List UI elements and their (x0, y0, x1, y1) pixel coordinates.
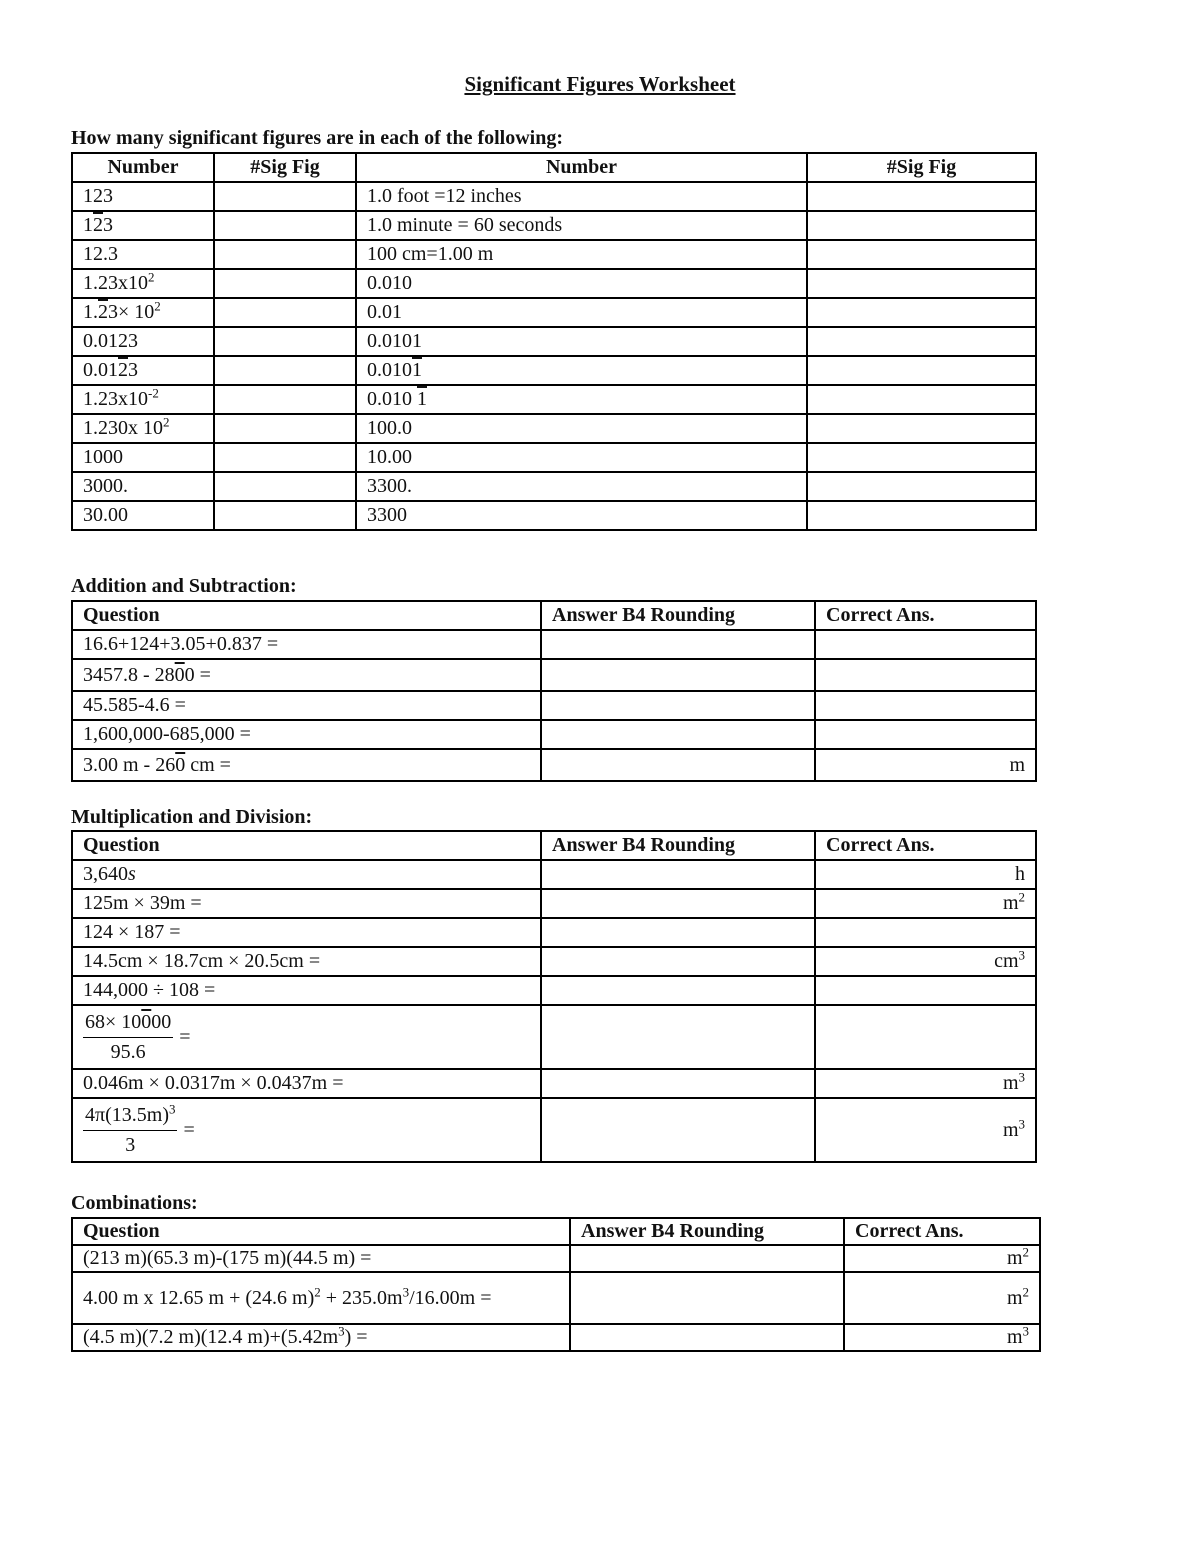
sig-fig-answer-cell[interactable] (214, 356, 356, 385)
table-row (72, 1324, 1040, 1351)
number-cell: 0.0101 (356, 327, 807, 356)
table-row (72, 659, 1036, 691)
sig-fig-answer-cell[interactable] (214, 182, 356, 211)
question-cell: 0.046m × 0.0317m × 0.0437m = (72, 1069, 541, 1098)
number-cell: $1.23x10^2$ (72, 269, 214, 298)
answer-b4-rounding-cell[interactable] (541, 630, 815, 659)
sig-fig-answer-cell[interactable] (214, 211, 356, 240)
number-cell: 123 (72, 182, 214, 211)
sig-figs-table (71, 152, 1037, 531)
sig-fig-answer-cell[interactable] (807, 472, 1036, 501)
sig-fig-answer-cell[interactable] (807, 385, 1036, 414)
sig-fig-answer-cell[interactable] (807, 298, 1036, 327)
unit-label: $m^3$ (1002, 1115, 1025, 1141)
number-cell: 100 cm=1.00 m (356, 240, 807, 269)
unit-label: $m^2$ (1002, 889, 1025, 914)
fraction-numerator: 68× 10000 (83, 1011, 173, 1038)
sig-fig-answer-cell[interactable] (214, 327, 356, 356)
sig-fig-answer-cell[interactable] (214, 414, 356, 443)
sig-fig-answer-cell[interactable] (807, 211, 1036, 240)
table-row (72, 947, 1036, 976)
table-row (72, 720, 1036, 749)
table-row (72, 976, 1036, 1005)
unit-label: $cm^3$ (994, 947, 1025, 972)
table-row (72, 472, 1036, 501)
question-cell: 3.00 m - 260 cm = (72, 749, 541, 781)
question-cell: 16.6+124+3.05+0.837 = (72, 630, 541, 659)
column-header-sig-fig: #Sig Fig (807, 153, 1036, 182)
column-header-question: Question (72, 1218, 570, 1245)
multiplication-division-table (71, 830, 1037, 1163)
fraction-denominator: 95.6 (110, 1040, 146, 1063)
answer-b4-rounding-cell[interactable] (541, 1005, 815, 1069)
question-cell: 45.585-4.6 = (72, 691, 541, 720)
number-cell: 30.00 (72, 501, 214, 530)
correct-ans-cell[interactable] (844, 1272, 1040, 1324)
question-cell: 3457.8 - 2800 = (72, 659, 541, 691)
section-heading-multiplication: Multiplication and Division: (71, 806, 313, 828)
table-row (72, 298, 1036, 327)
sig-fig-answer-cell[interactable] (807, 182, 1036, 211)
number-cell: $1.23x10^{-2}$ (72, 385, 214, 414)
sig-fig-answer-cell[interactable] (807, 356, 1036, 385)
number-cell: 0.010 (356, 269, 807, 298)
number-cell: 3000. (72, 472, 214, 501)
answer-b4-rounding-cell[interactable] (541, 1098, 815, 1162)
question-cell: 14.5cm × 18.7cm × 20.5cm = (72, 947, 541, 976)
answer-b4-rounding-cell[interactable] (541, 1069, 815, 1098)
number-cell: 3300 (356, 501, 807, 530)
table-row (72, 269, 1036, 298)
sig-fig-answer-cell[interactable] (214, 385, 356, 414)
column-header-correct-ans: Correct Ans. (844, 1218, 1040, 1245)
table-row (72, 1272, 1040, 1324)
number-cell: 1.0 foot =12 inches (356, 182, 807, 211)
unit-label: $m^3$ (1006, 1324, 1029, 1348)
table-row (72, 1069, 1036, 1098)
table-row (72, 443, 1036, 472)
sig-fig-answer-cell[interactable] (807, 414, 1036, 443)
section-heading-sig-figs: How many significant figures are in each of the following: (71, 127, 564, 149)
unit-label: $m^2$ (1006, 1283, 1029, 1309)
table-row (72, 749, 1036, 781)
answer-b4-rounding-cell[interactable] (541, 947, 815, 976)
correct-ans-cell[interactable] (815, 691, 1036, 720)
table-row (72, 240, 1036, 269)
answer-b4-rounding-cell[interactable] (570, 1324, 844, 1351)
question-cell: 4.00 m x 12.65 m + (24.6 $m)^2 + 235.0m^3/16.00m$ = (72, 1272, 570, 1324)
question-cell: 144,000 ÷ 108 = (72, 976, 541, 1005)
column-header-answer-b4-rounding: Answer B4 Rounding (570, 1218, 844, 1245)
fraction-numerator: $4\pi(13.5m)^3$ (83, 1104, 177, 1131)
question-cell: (4.5 m)(7.2 m)(12.4 $m)+(5.42m^3)$ = (72, 1324, 570, 1351)
page-title: Significant Figures Worksheet (464, 72, 736, 96)
answer-b4-rounding-cell[interactable] (541, 720, 815, 749)
answer-b4-rounding-cell[interactable] (541, 749, 815, 781)
correct-ans-cell[interactable] (815, 659, 1036, 691)
answer-b4-rounding-cell[interactable] (541, 889, 815, 918)
sig-fig-answer-cell[interactable] (214, 472, 356, 501)
sig-fig-answer-cell[interactable] (214, 443, 356, 472)
table-row (72, 211, 1036, 240)
correct-ans-cell[interactable] (815, 630, 1036, 659)
unit-label: m (1009, 753, 1025, 776)
table-row (72, 889, 1036, 918)
number-cell: 123 (72, 211, 214, 240)
sig-fig-answer-cell[interactable] (807, 240, 1036, 269)
number-cell: 1000 (72, 443, 214, 472)
table-row (72, 918, 1036, 947)
question-cell (72, 1005, 541, 1069)
table-row (72, 501, 1036, 530)
number-cell: 100.0 (356, 414, 807, 443)
fraction: $\frac{68\times 10000}{95.6}$ = (85, 1010, 191, 1063)
table-header-row (72, 153, 1036, 182)
answer-b4-rounding-cell[interactable] (541, 691, 815, 720)
table-row (72, 327, 1036, 356)
correct-ans-cell[interactable] (815, 947, 1036, 976)
column-header-answer-b4-rounding: Answer B4 Rounding (541, 601, 815, 630)
table-header-row (72, 831, 1036, 860)
number-cell: 0.010 1 (356, 385, 807, 414)
sig-fig-answer-cell[interactable] (807, 269, 1036, 298)
number-cell: 0.01 (356, 298, 807, 327)
correct-ans-cell[interactable] (815, 720, 1036, 749)
sig-fig-answer-cell[interactable] (214, 501, 356, 530)
column-header-correct-ans: Correct Ans. (815, 831, 1036, 860)
sig-fig-answer-cell[interactable] (807, 443, 1036, 472)
unit-label: h (1015, 863, 1025, 885)
sig-fig-answer-cell[interactable] (807, 501, 1036, 530)
number-cell: 0.0101 (356, 356, 807, 385)
section-heading-addition: Addition and Subtraction: (71, 575, 297, 597)
correct-ans-cell[interactable] (815, 1069, 1036, 1098)
correct-ans-cell[interactable] (844, 1245, 1040, 1272)
table-row (72, 860, 1036, 889)
number-cell: 12.3 (72, 240, 214, 269)
number-cell: 0.0123 (72, 356, 214, 385)
table-row (72, 691, 1036, 720)
number-cell: 10.00 (356, 443, 807, 472)
sig-fig-answer-cell[interactable] (214, 269, 356, 298)
question-cell: (213 m)(65.3 m)-(175 m)(44.5 m) = (72, 1245, 570, 1272)
table-row (72, 1098, 1036, 1162)
correct-ans-cell[interactable] (815, 860, 1036, 889)
fraction-denominator: 3 (125, 1133, 136, 1156)
section-heading-combinations: Combinations: (71, 1192, 198, 1214)
answer-b4-rounding-cell[interactable] (541, 918, 815, 947)
table-row (72, 182, 1036, 211)
table-row (72, 630, 1036, 659)
table-row (72, 1245, 1040, 1272)
column-header-number: Number (356, 153, 807, 182)
number-cell: 0.0123 (72, 327, 214, 356)
table-row (72, 385, 1036, 414)
table-row (72, 356, 1036, 385)
column-header-number: Number (72, 153, 214, 182)
table-row (72, 414, 1036, 443)
unit-label: $m^2$ (1006, 1245, 1029, 1269)
number-cell: $1.23\times 10^2$ (72, 298, 214, 327)
question-cell (72, 1098, 541, 1162)
question-cell: 124 × 187 = (72, 918, 541, 947)
column-header-correct-ans: Correct Ans. (815, 601, 1036, 630)
table-header-row (72, 601, 1036, 630)
sig-fig-answer-cell[interactable] (214, 298, 356, 327)
number-cell: 1.230x $10^2$ (72, 414, 214, 443)
addition-subtraction-table (71, 600, 1037, 782)
sig-fig-answer-cell[interactable] (807, 327, 1036, 356)
answer-b4-rounding-cell[interactable] (541, 860, 815, 889)
question-cell: 3,640s (72, 860, 541, 889)
sig-fig-answer-cell[interactable] (214, 240, 356, 269)
answer-b4-rounding-cell[interactable] (570, 1272, 844, 1324)
correct-ans-cell[interactable] (815, 918, 1036, 947)
combinations-table (71, 1217, 1041, 1352)
correct-ans-cell[interactable] (815, 1098, 1036, 1162)
column-header-question: Question (72, 831, 541, 860)
question-cell: 1,600,000-685,000 = (72, 720, 541, 749)
correct-ans-cell[interactable] (815, 889, 1036, 918)
question-cell: 125m × 39m = (72, 889, 541, 918)
column-header-answer-b4-rounding: Answer B4 Rounding (541, 831, 815, 860)
number-cell: 3300. (356, 472, 807, 501)
table-header-row (72, 1218, 1040, 1245)
unit-label: $m^3$ (1002, 1069, 1025, 1094)
correct-ans-cell[interactable] (815, 749, 1036, 781)
column-header-sig-fig: #Sig Fig (214, 153, 356, 182)
correct-ans-cell[interactable] (815, 1005, 1036, 1069)
table-row (72, 1005, 1036, 1069)
answer-b4-rounding-cell[interactable] (541, 976, 815, 1005)
column-header-question: Question (72, 601, 541, 630)
number-cell: 1.0 minute = 60 seconds (356, 211, 807, 240)
answer-b4-rounding-cell[interactable] (541, 659, 815, 691)
correct-ans-cell[interactable] (844, 1324, 1040, 1351)
correct-ans-cell[interactable] (815, 976, 1036, 1005)
answer-b4-rounding-cell[interactable] (570, 1245, 844, 1272)
fraction: $\frac{4\pi(13.5m)^3}{3}$ = (85, 1100, 195, 1156)
